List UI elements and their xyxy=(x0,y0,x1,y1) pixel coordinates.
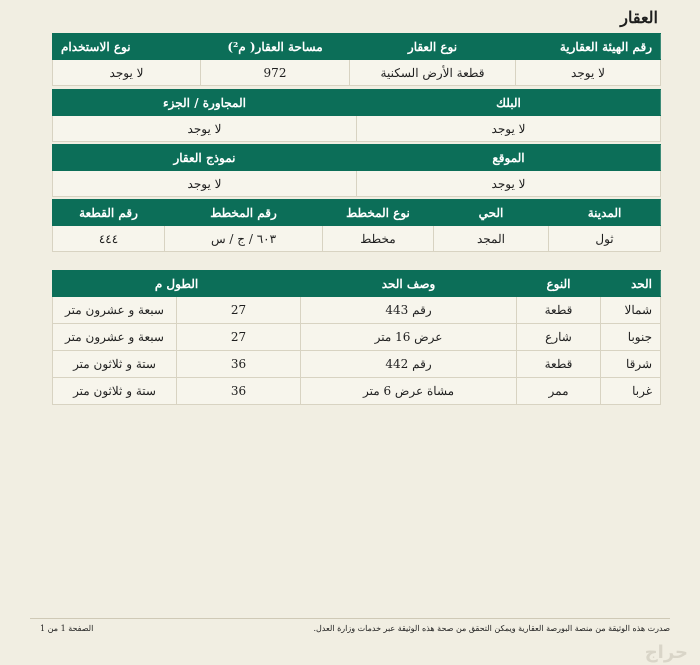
boundary-description: رقم 442 xyxy=(301,351,517,378)
watermark-logo: حراج xyxy=(644,642,688,663)
header-boundary-type: النوع xyxy=(517,271,601,297)
boundary-description: مشاة عرض 6 متر xyxy=(301,378,517,405)
header-location: الموقع xyxy=(357,145,661,171)
header-property-model: نموذج العقار xyxy=(53,145,357,171)
header-usage-type: نوع الاستخدام xyxy=(53,34,201,60)
value-district: المجد xyxy=(434,226,549,252)
header-district: الحي xyxy=(434,200,549,226)
header-plan-number: رقم المخطط xyxy=(165,200,323,226)
boundary-length-words: ستة و ثلاثون متر xyxy=(53,351,177,378)
boundary-type: ممر xyxy=(517,378,601,405)
boundary-length-number: 36 xyxy=(177,351,301,378)
footer-divider xyxy=(30,618,670,619)
header-boundary: الحد xyxy=(601,271,661,297)
boundary-direction: غربا xyxy=(601,378,661,405)
header-plan-type: نوع المخطط xyxy=(323,200,434,226)
plan-table xyxy=(52,199,661,252)
table-row xyxy=(53,297,661,324)
header-plot-number: رقم القطعة xyxy=(53,200,165,226)
boundary-type: قطعة xyxy=(517,351,601,378)
header-neighborhood-part: المجاورة / الجزء xyxy=(53,90,357,116)
header-block: البلك xyxy=(357,90,661,116)
header-property-area: مساحة العقار( م²) xyxy=(201,34,350,60)
boundary-length-number: 36 xyxy=(177,378,301,405)
boundary-direction: شرقا xyxy=(601,351,661,378)
header-length: الطول م xyxy=(53,271,301,297)
boundary-length-words: سبعة و عشرون متر xyxy=(53,297,177,324)
boundary-direction: جنوبا xyxy=(601,324,661,351)
boundary-length-number: 27 xyxy=(177,324,301,351)
section-title: العقار xyxy=(620,8,658,27)
value-plan-number: ٦٠٣ / ج / س xyxy=(165,226,323,252)
page-number: الصفحة 1 من 1 xyxy=(40,624,94,633)
boundary-type: قطعة xyxy=(517,297,601,324)
boundary-length-words: سبعة و عشرون متر xyxy=(53,324,177,351)
table-row xyxy=(53,351,661,378)
value-location: لا يوجد xyxy=(357,171,661,197)
boundary-length-number: 27 xyxy=(177,297,301,324)
header-authority-number: رقم الهيئة العقارية xyxy=(516,34,661,60)
value-property-type: قطعة الأرض السكنية xyxy=(350,60,516,86)
value-plot-number: ٤٤٤ xyxy=(53,226,165,252)
value-plan-type: مخطط xyxy=(323,226,434,252)
block-table xyxy=(52,89,661,142)
header-city: المدينة xyxy=(549,200,661,226)
value-authority-number: لا يوجد xyxy=(516,60,661,86)
boundaries-table xyxy=(52,270,661,405)
footer-notice: صدرت هذه الوثيقة من منصة البورصة العقارية ويمكن التحقق من صحة هذه الوثيقة عبر خدمات وزارة العدل. xyxy=(313,624,670,633)
value-usage-type: لا يوجد xyxy=(53,60,201,86)
boundary-description: رقم 443 xyxy=(301,297,517,324)
value-property-area: 972 xyxy=(201,60,350,86)
boundary-type: شارع xyxy=(517,324,601,351)
boundary-direction: شمالا xyxy=(601,297,661,324)
boundary-length-words: ستة و ثلاثون متر xyxy=(53,378,177,405)
property-info-table xyxy=(52,33,661,86)
header-boundary-description: وصف الحد xyxy=(301,271,517,297)
value-city: ثول xyxy=(549,226,661,252)
boundary-description: عرض 16 متر xyxy=(301,324,517,351)
location-table xyxy=(52,144,661,197)
table-row xyxy=(53,378,661,405)
header-property-type: نوع العقار xyxy=(350,34,516,60)
value-block: لا يوجد xyxy=(357,116,661,142)
table-row xyxy=(53,324,661,351)
value-neighborhood-part: لا يوجد xyxy=(53,116,357,142)
value-property-model: لا يوجد xyxy=(53,171,357,197)
